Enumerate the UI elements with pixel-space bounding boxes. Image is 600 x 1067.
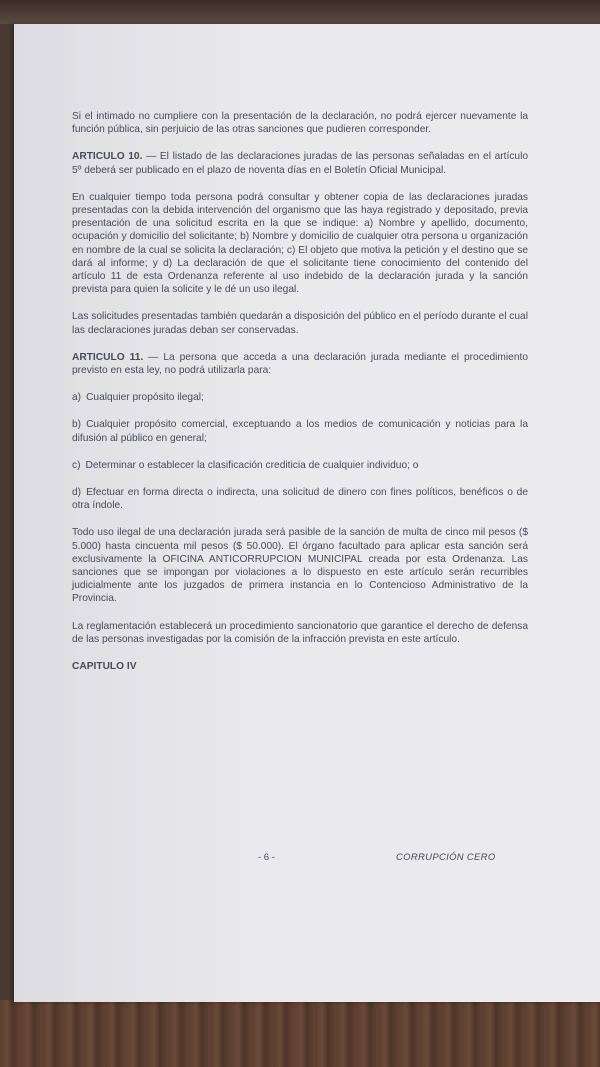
paragraph-consultation: En cualquier tiempo toda persona podrá consultar y obtener copia de las declaraciones juradas presentadas con la debida intervención del organismo que las haya registrado y depositado, previa presentación de una solicitud escrita en la que se indique: a) Nombre y apellido, documento, ocupación y domicilio del solicitante; b) Nombre y domicilio de cualquier otra persona u organización en nombre de la cual se solicita la declaración; c) El objeto que motiva la petición y el destino que se dará al informe; y d) La declaración de que el solicitante tiene conocimiento del contenido del artículo 11 de esta Ordenanza referente al uso indebido de la declaración jurada y la sanción prevista para quien la solicite y le dé un uso ilegal. [72,191,528,296]
background-top [0,0,600,24]
article-10-title: ARTICULO 10. [72,151,143,163]
list-item-label: c) [72,459,81,471]
list-item-label: b) [72,419,82,431]
article-11-text: — La persona que acceda a una declaración jurada mediante el procedimiento previsto en esta ley, no podrá utilizarla para: [72,351,528,377]
list-item [72,418,528,444]
list-item [72,486,528,512]
list-item [72,391,528,404]
paragraph-intimation: Si el intimado no cumpliere con la presentación de la declaración, no podrá ejercer nuevamente la función pública, sin perjuicio de las otras sanciones que pudieren corresponder. [72,111,528,136]
list-item-text: Determinar o establecer la clasificación crediticia de cualquier individuo; o [85,459,419,471]
paragraph-sanctions: Todo uso ilegal de una declaración jurada será pasible de la sanción de multa de cinco mil pesos ($ 5.000) hasta cincuenta mil pesos ($ 50.000). El órgano facultado para aplicar esta sanción será exclusivamente la OFICINA ANTICORRUPCION MUNICIPAL creada por esta Ordenanza. Las sanciones que se impongan por violaciones a lo dispuesto en este artículo serán recurribles judicialmente ante los juzgados de primera instancia en lo Contencioso Administrativo de la Provincia. [72,527,528,605]
article-10-text: — El listado de las declaraciones juradas de las personas señaladas en el artículo 5º deberá ser publicado en el plazo de noventa días en el Boletín Oficial Municipal. [72,151,529,176]
page-number: - 6 - [258,852,275,863]
chapter-heading: CAPITULO IV [72,661,137,673]
paragraph-regulation: La reglamentación establecerá un procedimiento sancionatorio que garantice el derecho de defensa de las personas investigadas por la comisión de la infracción prevista en este artículo. [72,620,528,645]
list-item-text: Cualquier propósito comercial, exceptuando a los medios de comunicación y noticias para la difusión al público en general; [72,419,528,444]
list-item-label: d) [72,487,82,499]
background-wood-surface [0,1000,600,1067]
document-body [72,110,528,673]
list-item-label: a) [72,392,82,404]
paragraph-requests: Las solicitudes presentadas también quedarán a disposición del público en el período durante el cual las declaraciones juradas deban ser conservadas. [72,311,528,336]
article-11 [72,351,528,377]
article-11-title: ARTICULO 11. [72,351,144,363]
article-10 [72,150,528,176]
page-footer [258,852,518,866]
footer-brand: CORRUPCIÓN CERO [396,852,496,863]
list-item [72,459,528,472]
list-item-text: Cualquier propósito ilegal; [86,392,204,404]
list-item-text: Efectuar en forma directa o indirecta, una solicitud de dinero con fines políticos, benéficos o de otra índole. [72,487,528,512]
